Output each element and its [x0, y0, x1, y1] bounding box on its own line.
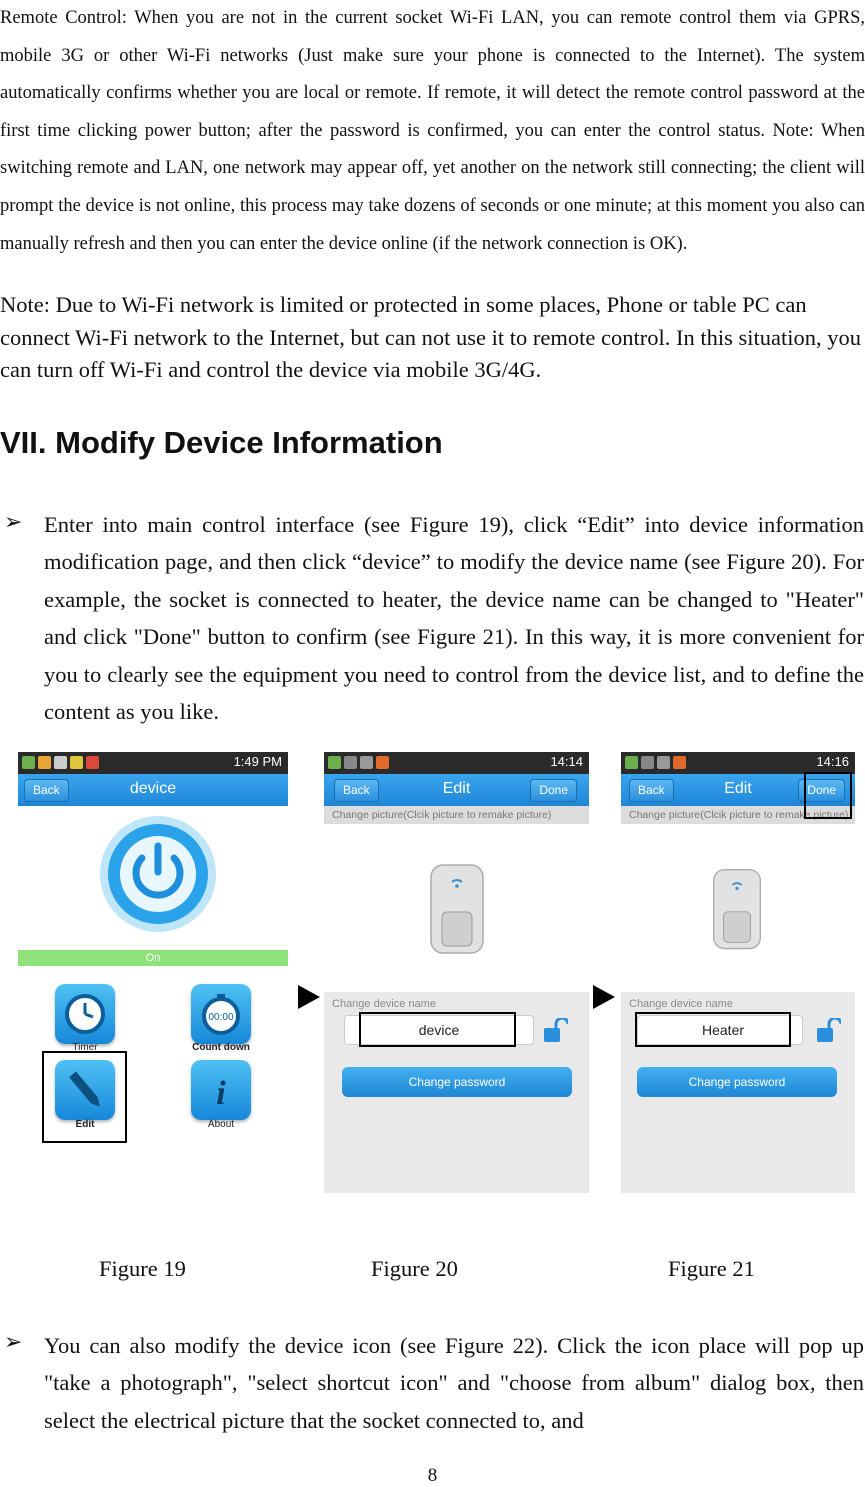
screen-title: Edit [724, 780, 752, 797]
name-field-highlight [359, 1012, 516, 1047]
timer-label: Timer [72, 1042, 98, 1053]
done-button[interactable]: Done [530, 779, 577, 802]
count-down-icon[interactable] [191, 984, 251, 1044]
count-down-label: Count down [192, 1042, 250, 1053]
device-name-input[interactable]: Heater [637, 1015, 803, 1045]
screen-title: device [129, 780, 177, 797]
figure-20-caption: Figure 20 [371, 1256, 458, 1281]
unlock-icon[interactable] [817, 1018, 841, 1044]
back-button[interactable]: Back [24, 779, 69, 802]
bullet-arrow-icon: ➢ [4, 510, 23, 535]
unlock-icon[interactable] [544, 1018, 568, 1044]
change-name-label: Change device name [629, 998, 733, 1010]
done-highlight-box [804, 772, 852, 819]
edit-highlight-box [42, 1051, 127, 1143]
socket-device-icon[interactable] [711, 862, 763, 958]
about-info-icon[interactable] [191, 1060, 251, 1120]
bullet-paragraph-1: Enter into main control interface (see Figure 19), click “Edit” into device information modification page, and then click “device” to modify the device name (see Figure 20). For example, the socket is connected to heater, the device name can be changed to "Heater" and click "Done" button to confirm (see Figure 21). In this way, it is more convenient for you to clearly see the equipment you need to control from the device list, and to define the content as you like. [44, 512, 864, 725]
status-time: 1:49 PM [233, 754, 282, 769]
back-button[interactable]: Back [629, 779, 674, 802]
power-button-icon[interactable] [98, 814, 218, 934]
figure-21-caption: Figure 21 [668, 1256, 755, 1281]
change-picture-hint: Change picture(Clcik picture to remake picture) [324, 806, 589, 824]
figure-19-caption: Figure 19 [99, 1256, 186, 1281]
svg-text:00:00: 00:00 [208, 1012, 234, 1023]
arrow-right-icon [593, 985, 615, 1009]
intro-paragraph: Remote Control: When you are not in the current socket Wi-Fi LAN, you can remote control them via GPRS, mobile 3G or other Wi-Fi networks (Just make sure your phone is connected to the Internet). The system automatically confirms whether you are local or remote. If remote, it will detect the remote control password at the first time clicking power button; after the password is confirmed, you can enter the control status. Note: When switching remote and LAN, one network may appear off, yet another on the network still connecting; the client will prompt the device is not online, this process may take dozens of seconds or one minute; at this moment you also can manually refresh and then you can enter the device online (if the network connection is OK). [0, 8, 865, 254]
svg-text:i: i [216, 1075, 226, 1112]
change-password-button[interactable]: Change password [637, 1067, 837, 1097]
note-paragraph: Note: Due to Wi-Fi network is limited or protected in some places, Phone or table PC can connect Wi-Fi network to the Internet, but can not use it to remote control. In this situation, you can turn off Wi-Fi and control the device via mobile 3G/4G. [0, 292, 861, 382]
change-name-label: Change device name [332, 998, 436, 1010]
status-bar [18, 752, 288, 774]
change-picture-hint: Change picture(Clcik picture to remake picture) [621, 806, 855, 824]
status-time: 14:16 [816, 754, 849, 769]
status-on-bar: On [18, 950, 288, 966]
name-field-highlight [635, 1012, 791, 1047]
title-bar [18, 774, 288, 806]
timer-icon[interactable] [55, 984, 115, 1044]
title-bar [324, 774, 589, 806]
status-bar [621, 752, 855, 774]
status-time: 14:14 [550, 754, 583, 769]
edit-label: Edit [75, 1119, 95, 1130]
about-label: About [207, 1119, 235, 1130]
section-heading: VII. Modify Device Information [0, 425, 443, 460]
back-button[interactable]: Back [334, 779, 379, 802]
status-bar [324, 752, 589, 774]
socket-device-icon[interactable] [428, 862, 486, 958]
page-number: 8 [427, 1465, 438, 1486]
arrow-right-icon [298, 985, 320, 1009]
screen-title: Edit [442, 780, 471, 797]
figure-20-screenshot [324, 752, 589, 1193]
change-password-button[interactable]: Change password [342, 1067, 572, 1097]
done-button[interactable]: Done [798, 779, 845, 802]
bullet-arrow-icon: ➢ [4, 1330, 23, 1355]
bullet-paragraph-2: You can also modify the device icon (see Figure 22). Click the icon place will pop up "take a photograph", "select shortcut icon" and "choose from album" dialog box, then select the electrical picture that the socket connected to, and [44, 1333, 864, 1433]
figure-19-screenshot [18, 752, 288, 974]
device-name-input[interactable]: device [344, 1015, 534, 1045]
